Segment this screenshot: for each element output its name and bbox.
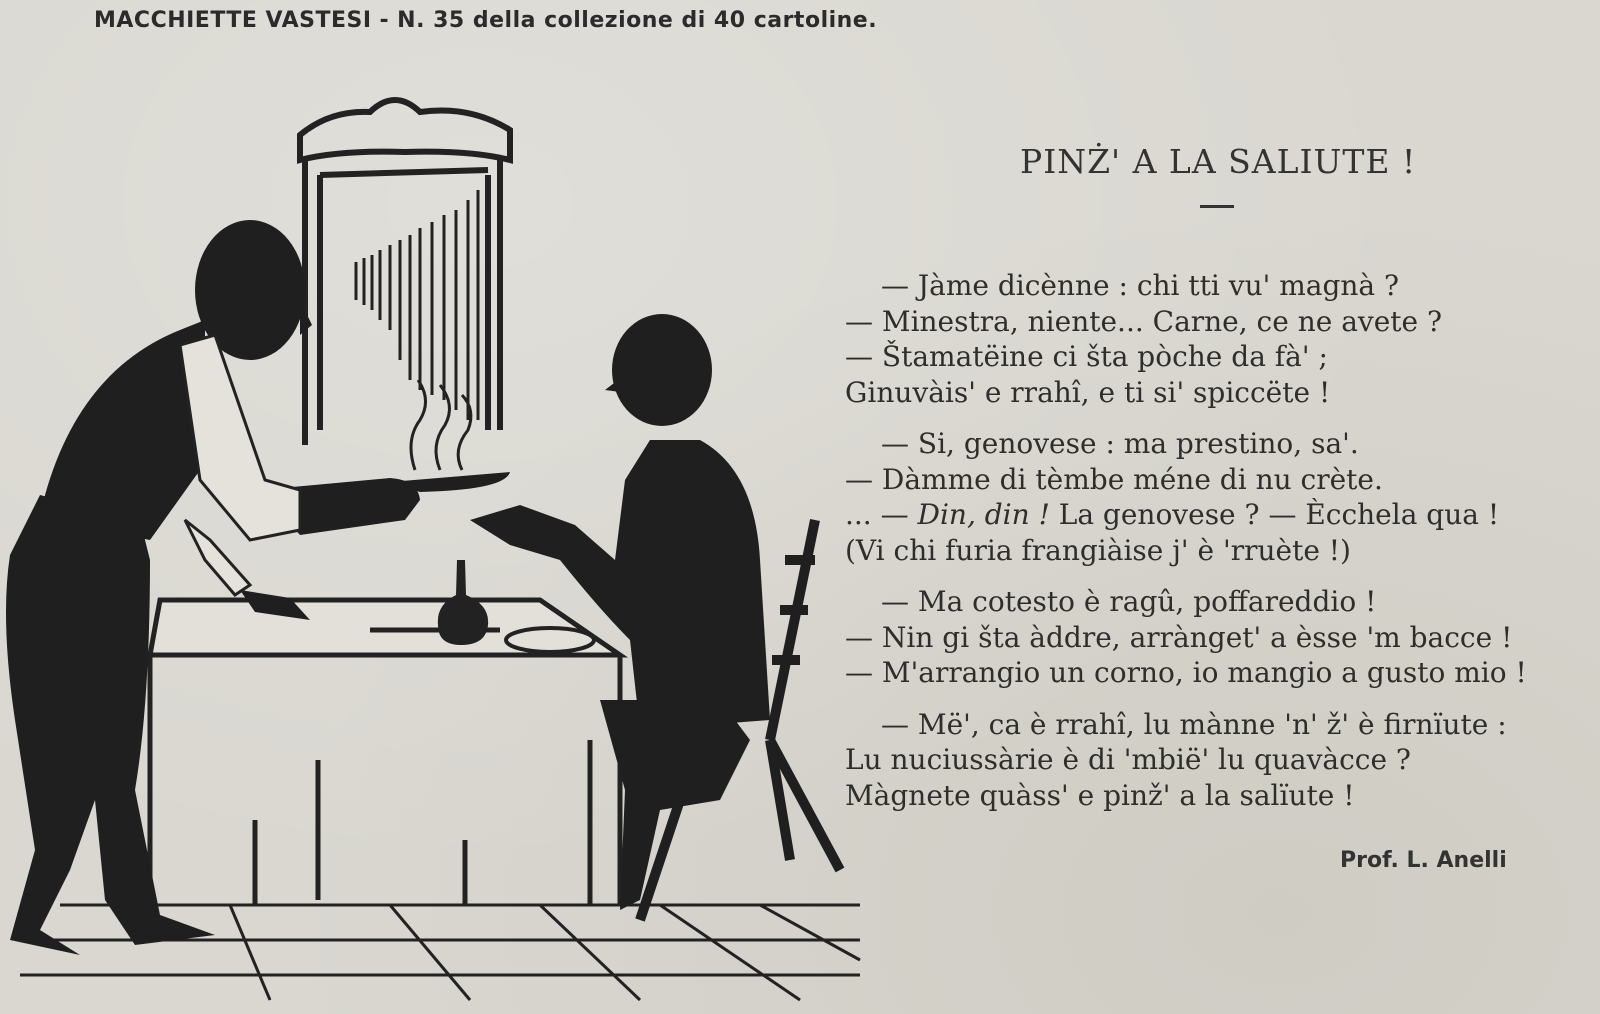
dining-table: [150, 600, 620, 905]
poem-line: — Štamatëine ci šta pòche da fà' ;: [845, 340, 1328, 373]
series-title: MACCHIETTE VASTESI: [94, 8, 372, 33]
poem-line: — Më', ca è rrahî, lu mànne 'n' ž' è firnïute :: [881, 707, 1507, 741]
poem-line: — Dàmme di tèmbe méne di nu crète.: [845, 462, 1383, 496]
silhouette-illustration: [0, 70, 880, 1014]
poem-body: [845, 268, 1585, 829]
waiter-silhouette: [6, 220, 420, 955]
poem-line: — Si, genovese : ma prestino, sa'.: [881, 427, 1359, 460]
stanza-2: [845, 426, 1585, 568]
poem-line: [845, 497, 1585, 533]
poem-line: (Vi chi furia frangiàise j' è 'rruète !): [845, 533, 1351, 567]
poem-line-suffix: La genovese ? — Ècchela qua !: [1049, 498, 1500, 531]
stanza-3: [845, 584, 1585, 691]
header-separator: -: [379, 8, 390, 33]
title-divider: [1200, 205, 1234, 208]
stanza-1: [845, 268, 1585, 410]
poem-line: — M'arrangio un corno, io mangio a gusto mio !: [845, 656, 1527, 689]
poem-line-italic: Din, din !: [917, 498, 1050, 531]
poem-line: — Ma cotesto è ragû, poffareddio !: [881, 585, 1377, 618]
postcard-header: [94, 8, 877, 33]
mirror-reflection: [356, 190, 478, 420]
poem-line-prefix: ... —: [845, 498, 918, 531]
poem-line: Màgnete quàss' e pinž' a la salïute !: [845, 778, 1355, 812]
stanza-4: [845, 707, 1585, 814]
poem-line: — Minestra, niente... Carne, ce ne avete ?: [845, 304, 1443, 338]
poem-line: Lu nuciussàrie è di 'mbië' lu quavàcce ?: [845, 743, 1411, 776]
series-number: N. 35 della collezione di 40 cartoline.: [397, 8, 878, 33]
poem-line: — Nin gi šta àddre, arrànget' a èsse 'm bacce !: [845, 620, 1513, 654]
waiter-shirt: [180, 335, 300, 595]
poem-line: Ginuvàis' e rrahî, e ti si' spiccëte !: [845, 375, 1331, 409]
poem-line: — Jàme dicènne : chi tti vu' magnà ?: [881, 269, 1400, 302]
poem-title: PINŻ' A LA SALIUTE !: [1020, 142, 1417, 181]
author-signature: Prof. L. Anelli: [1340, 848, 1507, 873]
steam-lines: [411, 380, 471, 470]
